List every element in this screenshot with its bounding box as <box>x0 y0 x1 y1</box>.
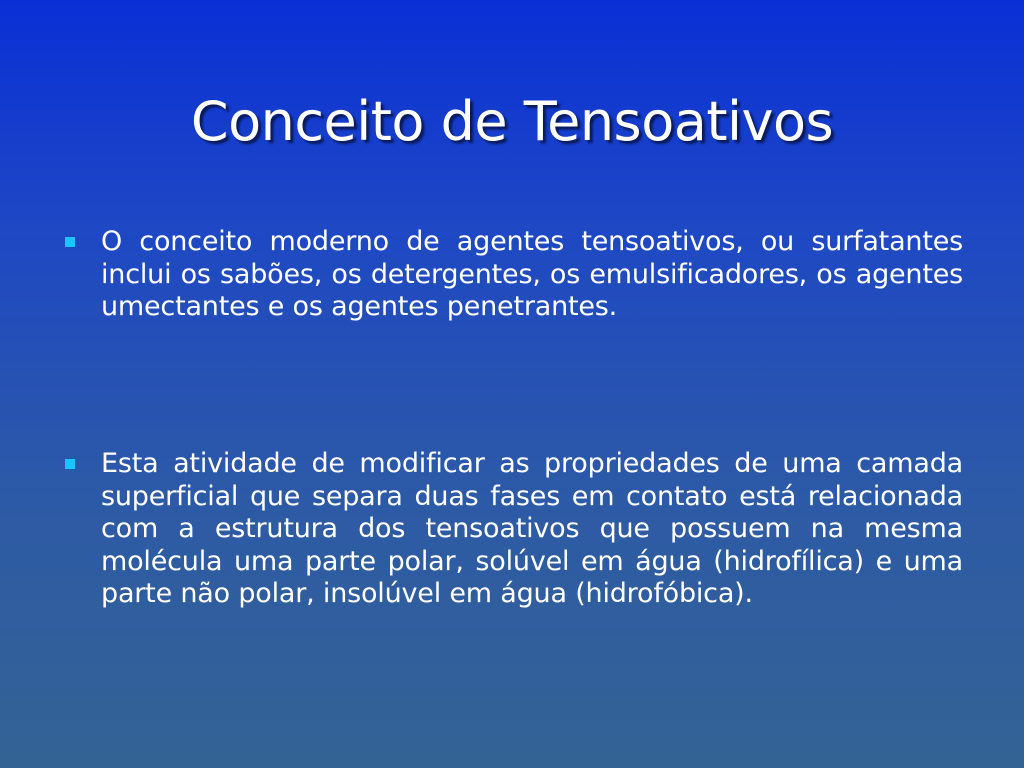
slide-title: Conceito de Tensoativos <box>190 90 834 153</box>
bullet-text-1: O conceito moderno de agentes tensoativos, ou surfatantes inclui os sabões, os detergentes, os emulsificadores, os agentes umectantes e os agentes penetrantes. <box>101 226 963 322</box>
square-bullet-icon <box>65 237 75 247</box>
bullet-item-2 <box>101 448 963 611</box>
bullet-text-2: Esta atividade de modificar as propriedades de uma camada superficial que separa duas fases em contato está relacionada com a estrutura dos tensoativos que possuem na mesma molécula uma parte polar, solúvel em água (hidrofílica) e uma parte não polar, insolúvel em água (hidrofóbica). <box>101 448 963 609</box>
square-bullet-icon <box>65 459 75 469</box>
bullet-item-1 <box>101 226 963 324</box>
